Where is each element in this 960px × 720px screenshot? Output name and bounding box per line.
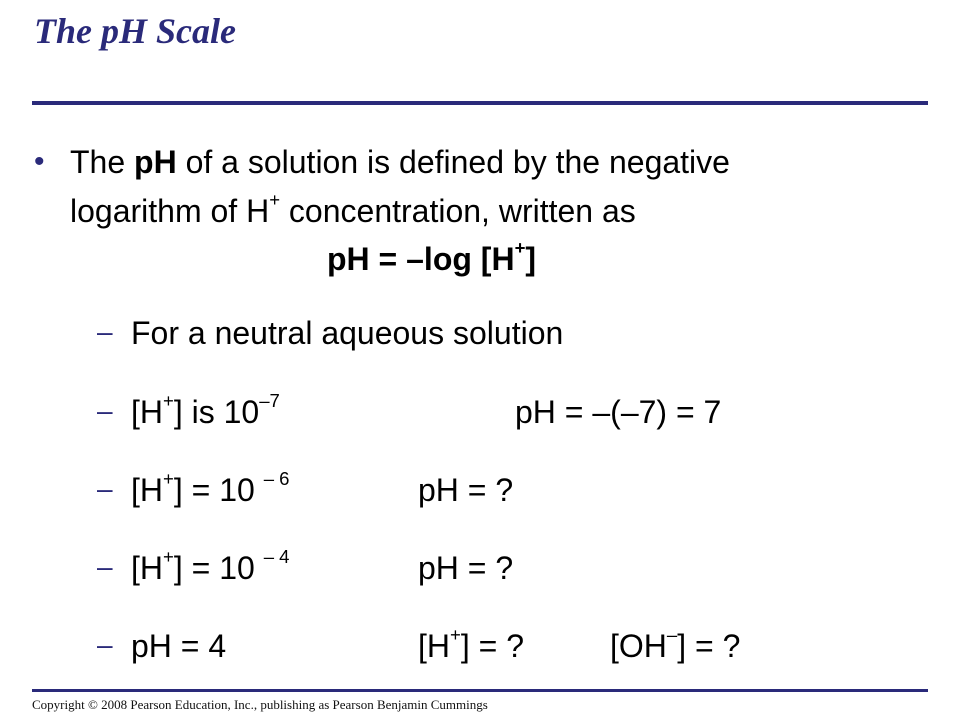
dash-marker: – <box>97 473 113 504</box>
footer-rule <box>32 689 928 692</box>
definition-line-2: logarithm of H+ concentration, written as <box>70 189 636 229</box>
dash-marker: – <box>97 316 113 347</box>
oh-concentration-question: [OH–] = ? <box>610 624 741 664</box>
ph-result: pH = –(–7) = 7 <box>515 394 722 430</box>
h-concentration-question: [H+] = ? <box>418 624 524 664</box>
title-underline <box>32 101 928 105</box>
definition-line-1: The pH of a solution is defined by the negative <box>70 144 730 180</box>
dash-marker: – <box>97 551 113 582</box>
ph-term: pH <box>134 144 177 180</box>
ph-question: pH = ? <box>418 472 514 508</box>
copyright-footer: Copyright © 2008 Pearson Education, Inc., publishing as Pearson Benjamin Cummings <box>32 697 488 712</box>
slide-title: The pH Scale <box>34 11 236 51</box>
ph-question: pH = ? <box>418 550 514 586</box>
concentration-value: [H+] = 10 $^{- 4}$ <box>131 546 290 586</box>
neutral-solution-text: For a neutral aqueous solution <box>131 315 564 351</box>
bullet-marker: • <box>34 145 45 178</box>
dash-marker: – <box>97 629 113 660</box>
ph-formula: pH = –log [H+] <box>327 237 537 277</box>
concentration-value: [H+] is $10^{-7}$ <box>131 390 280 430</box>
ph-value: pH = 4 <box>131 628 227 664</box>
concentration-value: [H+] = 10 $^{- 6}$ <box>131 468 290 508</box>
dash-marker: – <box>97 395 113 426</box>
